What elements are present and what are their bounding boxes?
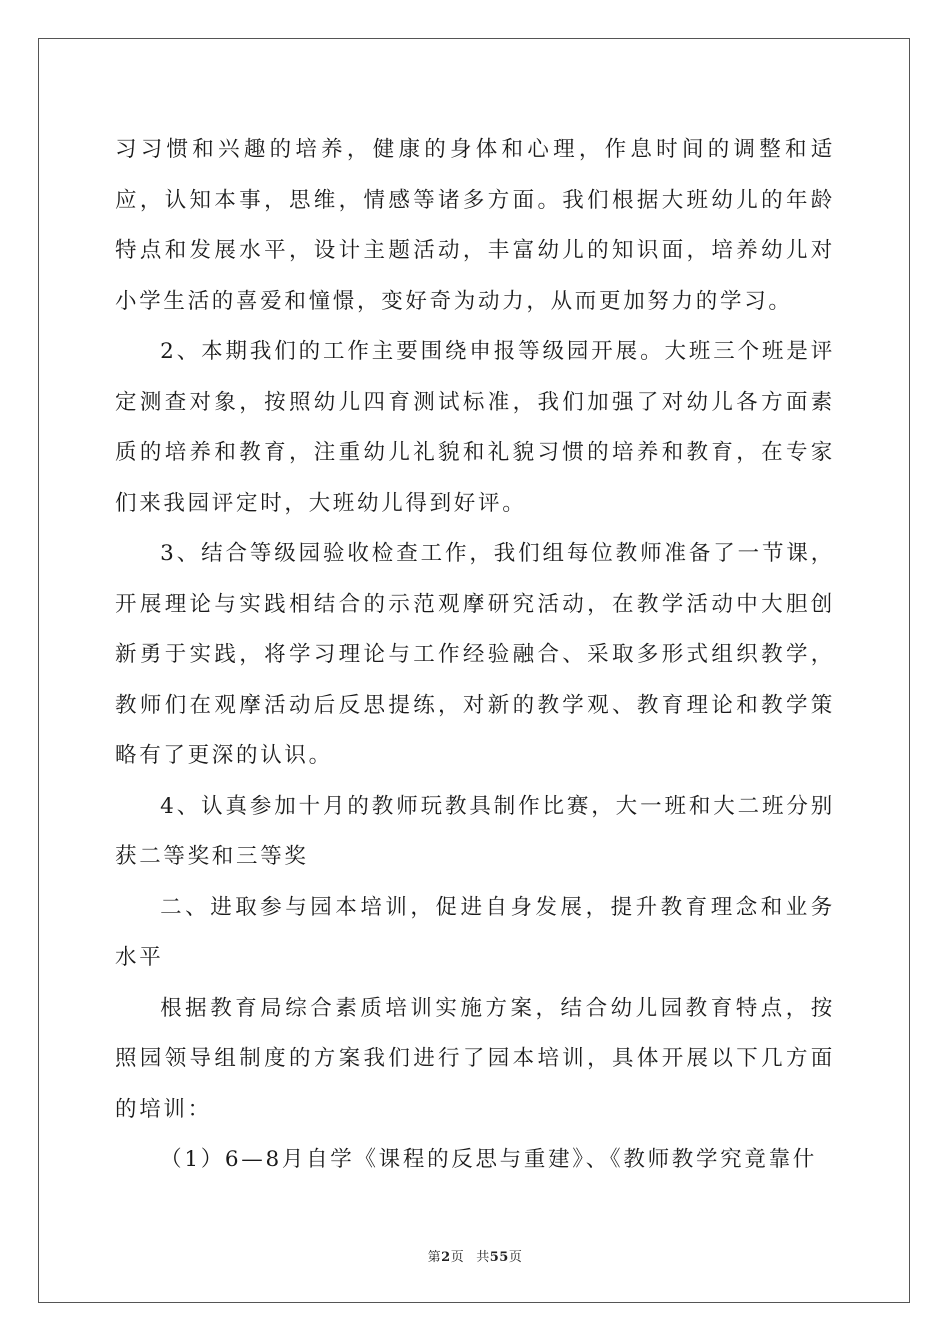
total-prefix: 共 [476,1250,490,1265]
paragraph-6: （1）6—8月自学《课程的反思与重建》、《教师教学究竟靠什 [160,1147,817,1172]
total-pages: 55 [489,1250,509,1265]
page-footer [0,1246,950,1265]
page-prefix: 第 [427,1250,442,1265]
section-heading: 二、进取参与园本培训，促进自身发展，提升教育理念和业务水平 [115,894,835,970]
paragraph-4: 4、认真参加十月的教师玩教具制作比赛，大一班和大二班分别获二等奖和三等奖 [115,793,835,869]
document-body [115,125,835,1186]
paragraph-2: 2、本期我们的工作主要围绕申报等级园开展。大班三个班是评定测查对象，按照幼儿四育测试标准，我们加强了对幼儿各方面素质的培养和教育，注重幼儿礼貌和礼貌习惯的培养和教育，在专家们来我园评定时，大班幼儿得到好评。 [115,339,835,516]
paragraph-3: 3、结合等级园验收检查工作，我们组每位教师准备了一节课，开展理论与实践相结合的示范观摩研究活动，在教学活动中大胆创新勇于实践，将学习理论与工作经验融合、采取多形式组织教学，教师们在观摩活动后反思提练，对新的教学观、教育理论和教学策略有了更深的认识。 [115,541,835,768]
page-suffix: 页 [450,1250,465,1265]
paragraph-1: 习习惯和兴趣的培养，健康的身体和心理，作息时间的调整和适应，认知本事，思维，情感等诸多方面。我们根据大班幼儿的年龄特点和发展水平，设计主题活动，丰富幼儿的知识面，培养幼儿对小学生活的喜爱和憧憬，变好奇为动力，从而更加努力的学习。 [115,137,835,314]
total-suffix: 页 [508,1250,523,1265]
paragraph-5: 根据教育局综合素质培训实施方案，结合幼儿园教育特点，按照园领导组制度的方案我们进行了园本培训，具体开展以下几方面的培训： [115,995,835,1122]
page-number: 2 [441,1250,451,1265]
